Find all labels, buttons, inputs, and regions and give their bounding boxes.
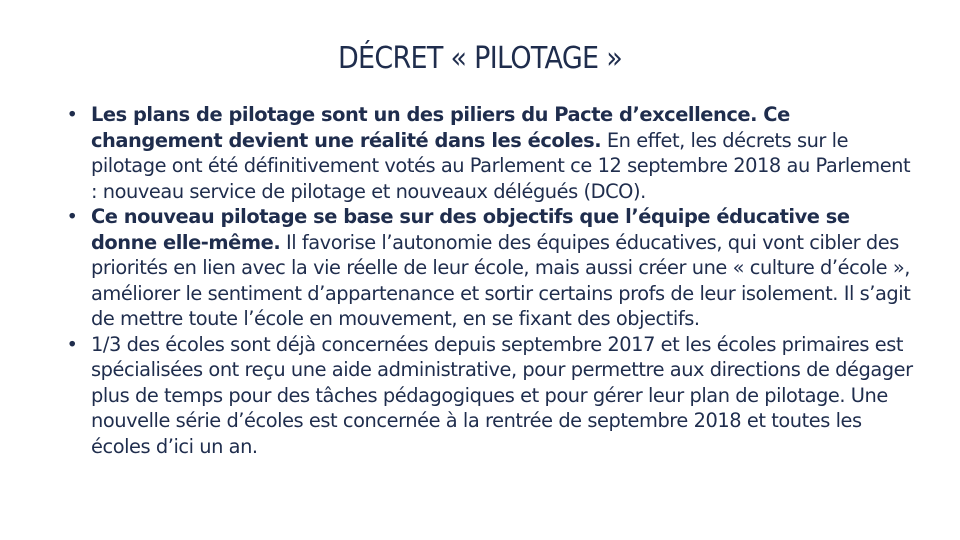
bullet-item: [64, 332, 914, 460]
bullet-list: [64, 102, 914, 459]
bullet-bold-text: Ce nouveau pilotage se base sur des objectifs que l’équipe éducative se donne elle-même.: [91, 205, 850, 254]
bullet-marker: •: [66, 205, 78, 228]
bullet-bold-text: Les plans de pilotage sont un des piliers du Pacte d’excellence. Ce changement devient une réalité dans les écoles.: [91, 103, 790, 152]
bullet-item: [64, 204, 914, 332]
slide-title: DÉCRET « PILOTAGE »: [337, 41, 623, 76]
bullet-marker: •: [66, 332, 78, 356]
bullet-text: Il favorise l’autonomie des équipes éducatives, qui vont cibler des priorités en lien avec la vie réelle de leur école, mais aussi créer une « culture d’école », améliorer le sentiment d’appartenance et sortir certains profs de leur isolement. Il s’agit de mettre toute l’école en mouvement, en se fixant des objectifs.: [91, 230, 911, 330]
bullet-item: [64, 102, 914, 204]
bullet-text: En effet, les décrets sur le pilotage ont été définitivement votés au Parlement ce 12 septembre 2018 au Parlement : nouveau service de pilotage et nouveaux délégués (DCO).: [91, 128, 911, 203]
bullet-marker: •: [66, 103, 78, 126]
bullet-text: 1/3 des écoles sont déjà concernées depuis septembre 2017 et les écoles primaires est spécialisées ont reçu une aide administrative, pour permettre aux directions de dégager plus de temps pour des tâches pédagogiques et pour gérer leur plan de pilotage. Une nouvelle série d’écoles est concernée à la rentrée de septembre 2018 et toutes les écoles d’ici un an.: [91, 332, 913, 458]
